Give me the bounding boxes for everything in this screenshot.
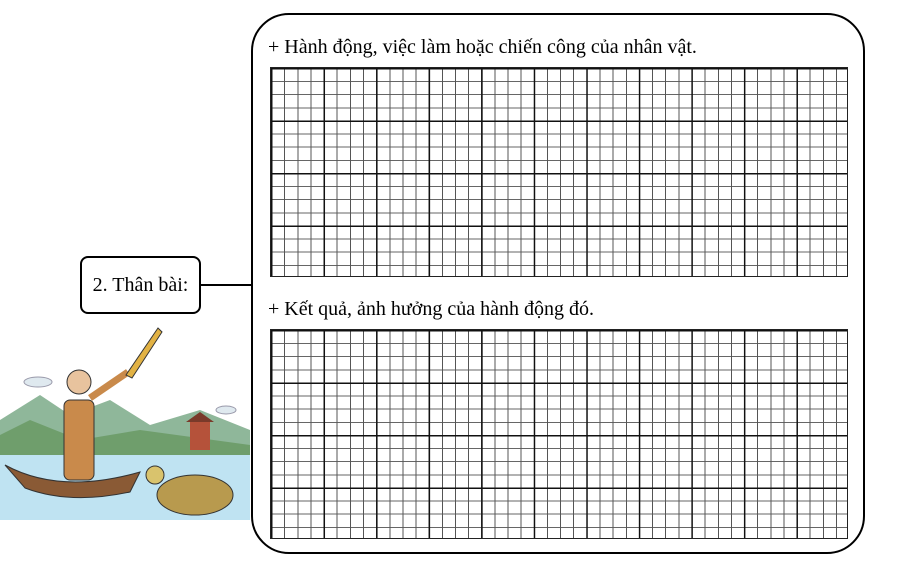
prompt-results: + Kết quả, ảnh hưởng của hành động đó. — [268, 298, 594, 320]
connector-line — [201, 284, 252, 286]
illustration-hero-turtle — [0, 320, 250, 520]
writing-grid-2[interactable] — [270, 329, 848, 539]
prompt-actions: + Hành động, việc làm hoặc chiến công của nhân vật. — [268, 36, 697, 58]
section-label: 2. Thân bài: — [80, 256, 201, 314]
writing-grid-1[interactable] — [270, 67, 848, 277]
